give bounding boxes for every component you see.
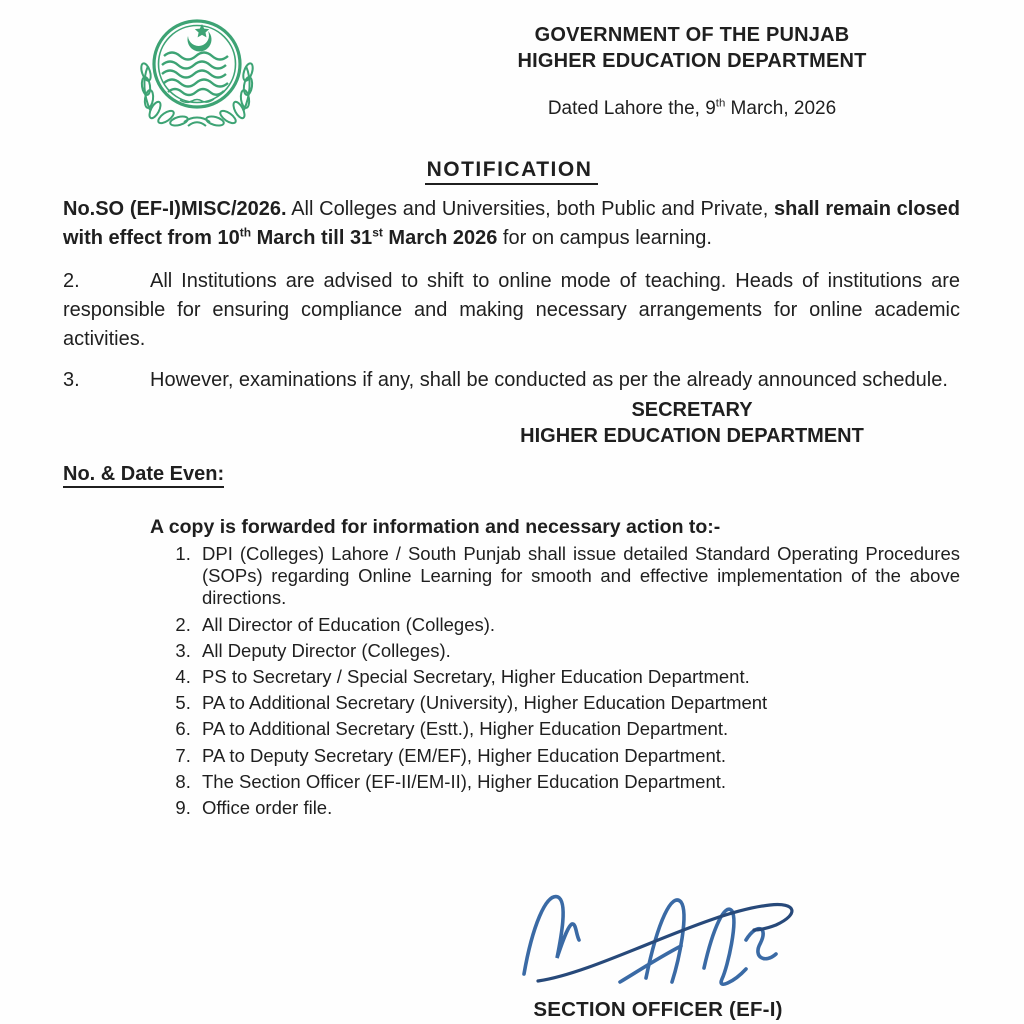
paragraph-3 xyxy=(63,366,960,395)
list-item: 4. PS to Secretary / Special Secretary, Higher Education Department. xyxy=(196,666,960,688)
punjab-crest-logo xyxy=(136,14,258,130)
ref-date-line xyxy=(63,463,1024,486)
list-item: 8. The Section Officer (EF-II/EM-II), Higher Education Department. xyxy=(196,771,960,793)
para1-text-2: for on campus learning. xyxy=(497,227,712,249)
para1-sup-st: st xyxy=(372,225,383,240)
signatory-block xyxy=(420,397,964,449)
list-item: 6. PA to Additional Secretary (Estt.), Higher Education Department. xyxy=(196,718,960,740)
header-org-block xyxy=(420,22,964,74)
org-line-2: HIGHER EDUCATION DEPARTMENT xyxy=(517,50,867,72)
para1-reference-number: No.SO (EF-I)MISC/2026. xyxy=(63,198,287,220)
date-prefix: Dated Lahore the, 9 xyxy=(547,98,716,119)
officer-title: SECTION OFFICER (EF-I) xyxy=(533,998,783,1021)
para1-bold-1: shall remain closed with effect from 10 xyxy=(63,198,961,249)
signature-image xyxy=(508,878,808,996)
date-suffix: March, 2026 xyxy=(725,98,837,119)
distribution-list xyxy=(150,543,960,819)
signature-block xyxy=(498,878,818,1022)
para1-bold-3: March 2026 xyxy=(382,227,498,249)
paragraph-2 xyxy=(63,267,960,354)
signatory-title: SECRETARY xyxy=(631,399,753,421)
paragraph-1 xyxy=(63,195,960,253)
date-ordinal: th xyxy=(715,97,726,110)
title-wrap xyxy=(63,158,960,185)
list-item: 3. All Deputy Director (Colleges). xyxy=(196,640,960,662)
para2-text: All Institutions are advised to shift to online mode of teaching. Heads of institutions are responsible for ensuring compliance and making necessary arrangements for online academic activities. xyxy=(63,270,960,350)
list-item: 7. PA to Deputy Secretary (EM/EF), Higher Education Department. xyxy=(196,745,960,767)
para1-bold-2: March till 31 xyxy=(251,227,373,249)
list-item: 5. PA to Additional Secretary (University), Higher Education Department xyxy=(196,692,960,714)
para3-number: 3. xyxy=(63,369,80,391)
ref-date-text: No. & Date Even: xyxy=(63,463,224,488)
para1-text-1: All Colleges and Universities, both Public and Private, xyxy=(286,198,775,220)
para2-number: 2. xyxy=(63,270,80,292)
list-item: 2. All Director of Education (Colleges). xyxy=(196,614,960,636)
para1-sup-th: th xyxy=(239,225,252,240)
notification-title: NOTIFICATION xyxy=(425,158,599,185)
distribution-intro: A copy is forwarded for information and necessary action to:- xyxy=(150,516,721,538)
para3-text: However, examinations if any, shall be conducted as per the already announced schedule. xyxy=(150,369,948,391)
date-line xyxy=(420,98,964,120)
org-line-1: GOVERNMENT OF THE PUNJAB xyxy=(534,24,850,46)
signatory-department: HIGHER EDUCATION DEPARTMENT xyxy=(520,425,864,447)
list-item: 1. DPI (Colleges) Lahore / South Punjab shall issue detailed Standard Operating Procedures (SOPs) regarding Online Learning for smooth and effective implementation of the above directions. xyxy=(196,543,960,610)
list-item: 9. Office order file. xyxy=(196,797,960,819)
